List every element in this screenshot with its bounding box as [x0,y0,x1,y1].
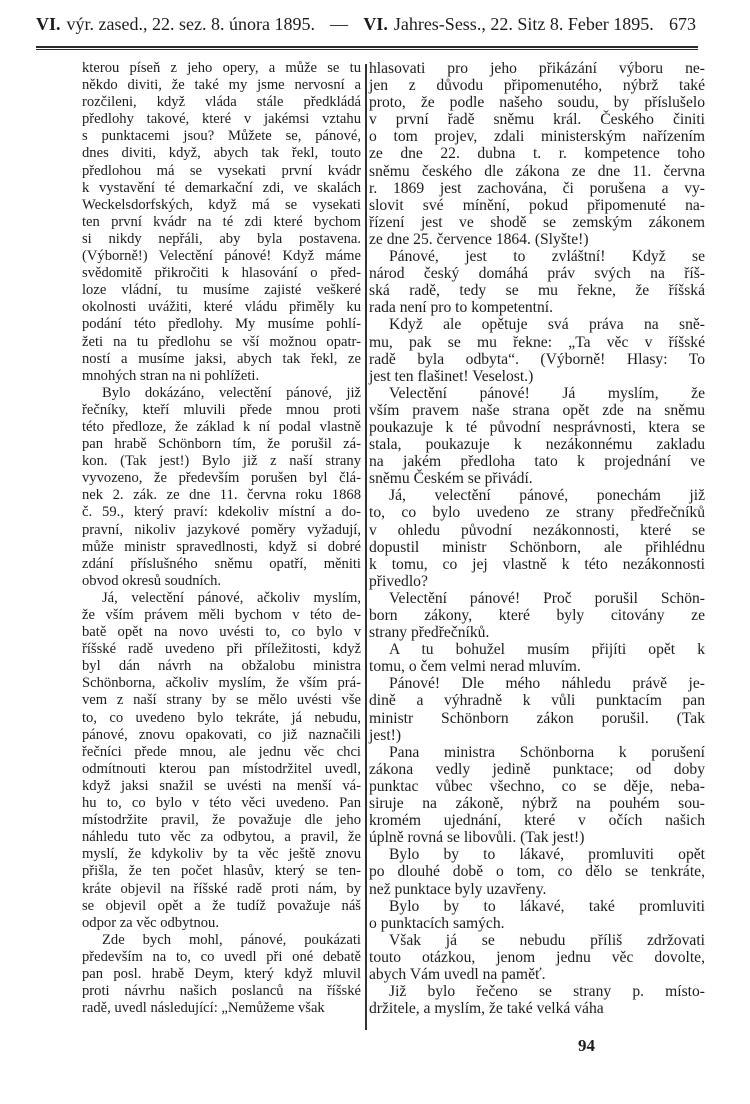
text-line: okolnosti uvážiti, které vládu přiměly ku [82,299,361,316]
text-line: na jakém předloha tato k projednání ve [369,453,705,471]
text-line: přivedlo? [369,572,428,590]
left-column [82,60,361,1017]
text-line: vším pravem naše strana opět zde na sněmu [369,401,705,419]
text-line: předlohy takové, které v jakémsi vztahu [82,111,361,128]
text-line: řízení jest ve shodě se zemským zákonem [369,213,705,231]
page-number: 673 [668,14,696,34]
text-line: o tom projev, zdali ministerským nařízením [369,128,705,146]
text-line: především na to, co uvedl při oné debatě [82,948,361,965]
header-czech-date: výr. zased., 22. sez. 8. února 1895. [66,14,315,34]
text-line: Velectění pánové! Já myslím, že [389,384,705,402]
text-line: jen z důvodu připomenutého, nýbrž také [369,77,705,95]
text-line: po dlouhé době o tom, co dělo se tenkráte, [369,863,705,881]
text-line: přišla, že ten počet hlasův, který se ten- [82,863,361,880]
text-line: ministr Schönborn zákon porušil. (Tak [369,709,705,727]
text-line: r. 1869 jest zachována, či porušena a vy- [369,179,705,197]
text-line: kterou píseň z jeho opery, a může se tu [82,60,361,76]
text-line: hu to, co bylo v této věci uvedeno. Pan [82,795,361,812]
text-line: říšské radě uvedeno při příležitosti, když [82,641,361,658]
text-line: obvod okresů soudních. [82,572,222,589]
text-line: držitele, a myslím, že také velká váha [369,1000,604,1018]
text-line: rada není pro to kompetentní. [369,299,554,317]
text-line: řečníci přede mnou, ale jednu věc chci [82,743,361,760]
text-line: někdo diviti, že také my jsme nervosní a [82,77,361,94]
text-line: s punktacemi jsou? Můžete se, pánové, [82,128,361,145]
header-czech [36,14,315,35]
column-divider [365,64,367,1030]
text-line: Velectění pánové! Proč porušil Schön- [389,589,705,607]
text-line: dnes diviti, když, abych tak řekl, touto [82,145,361,162]
text-line: born zákony, které byly citovány ze [369,607,705,624]
text-line: svědomitě přikročiti k hlasování o před- [82,265,361,282]
header-rule-thin [36,49,698,50]
text-line: žeti na tu předlohu se vší možnou opatr- [82,333,361,350]
text-line: byl dán návrh na obžalobu ministra [82,658,361,675]
text-line: ten první kvádr na té zdi které bychom [82,213,361,230]
text-line: Již bylo řečeno se strany p. místo- [389,983,705,1001]
text-line: zákona vedly jedině punktace; od doby [369,760,705,778]
text-line: poukazuje k té původní nesprávnosti, ktera se [369,418,705,436]
text-line: Weckelsdorfských, když má se vysekati [82,196,361,213]
text-line: to, co bylo uvedeno ze strany předřečníků [369,504,705,522]
text-line: Já, velectění pánové, ačkoliv myslím, [102,589,361,606]
paragraph [82,932,361,1017]
text-line: v ohledu původní nezákonnosti, které se [369,521,705,539]
text-line: náhledu tuto věc za odbytou, a pravil, že [82,829,361,846]
text-line: slovit své mínění, pokud připomenuté na- [369,196,705,214]
text-line: odpor za věc odbytnou. [82,914,219,931]
paragraph [369,983,705,1017]
text-line: punktac vůbec všechno, co se děje, neba- [369,777,705,795]
text-line: vyvozeno, že především porušen byl člá- [82,470,361,487]
text-line: stala, poukazuje k nezákonnému zakladu [369,436,705,454]
text-line: ností a musíme jaksi, abych tak řekl, ze [82,350,361,367]
right-column [369,60,705,1017]
text-line: si nikdy nepřáli, aby byla postavena. [82,230,361,247]
text-line: pan posl. hrabě Deym, který když mluvil [82,965,361,982]
paragraph [369,316,705,384]
signature-number: 94 [578,1036,595,1055]
text-line: (Výborně!) Velectění pánové! Když máme [82,248,361,265]
text-line: nek 2. zák. ze dne 11. června roku 1868 [82,487,361,504]
text-line: místodržite pravil, že považuje dle jeho [82,812,361,829]
text-line: Pana ministra Schönborna k porušení [389,743,705,761]
text-line: Schönborna, ačkoliv myslím, že vším prá- [82,675,361,692]
text-line: abych Vám uvedl na paměť. [369,965,546,983]
text-line: siruje na zákoně, nýbrž na pouhém sou- [369,795,705,813]
text-line: sněmu Českém se přivádí. [369,470,533,488]
text-line: A tu bohužel musím přijíti opět k [389,641,705,659]
text-line: úplně rovná se libovůli. (Tak jest!) [369,829,585,847]
text-line: než punktace byly uzavřeny. [369,880,547,898]
text-line: dopustil ministr Schönborn, ale přihlédnu [369,538,705,556]
text-line: sněmu českého dle zákona ze dne 11. června [369,162,705,180]
text-line: proto, že podle našeho soudu, by příslušelo [369,94,705,112]
text-line: strany předřečníků. [369,624,490,642]
paragraph [369,675,705,743]
text-line: č. 59., který praví: kdekoliv místní a do- [82,504,361,521]
text-line: kon. (Tak jest!) Bylo již z naší strany [82,453,361,470]
text-line: pan hrabě Schönborn tím, že porušil zá- [82,436,361,453]
paragraph [369,60,705,248]
text-line: zdání příslušného sněmu opatří, měniti [82,555,361,572]
text-line: že vším právem měli bychom v této de- [82,607,361,623]
paragraph [369,932,705,983]
text-line: k vystavění té demarkační zdi, ve skalách [82,179,361,196]
text-line: předlohou má se vysekati první kvádr [82,162,361,179]
text-line: Bylo by to lákavé, také promluviti [389,897,705,915]
header-rule [36,46,698,48]
text-line: radě, uvedl následující: „Nemůžeme však [82,1000,325,1017]
text-line: tomu, o čem velmi nerad mluvím. [369,658,581,676]
text-line: Bylo dokázáno, velectění pánové, již [102,384,361,401]
text-line: hlasovati pro jeho přikázání výboru ne- [369,60,705,77]
text-line: odmítnouti kterou pan místodržitel uvedl, [82,760,361,777]
text-line: ská radě, tedy se mu řekne, že říšská [369,282,705,300]
header-dash: — [330,14,349,34]
text-line: se objevil opět a že tudíž považuje náš [82,897,361,914]
text-line: mu, pak se mu řekne: „Ta věc v říšské [369,333,705,351]
paragraph [82,60,361,385]
header-german-session: VI. [363,14,388,34]
text-line: mnohých stran na ni pohlížeti. [82,367,260,384]
text-line: jest!) [369,726,402,744]
text-line: touto otázkou, jenom jednu věc dovolte, [369,948,705,966]
paragraph [369,641,705,675]
text-line: myslí, že kdykoliv by ta věc ještě znovu [82,846,361,863]
text-line: ze dne 22. dubna t. r. kompetence toho [369,145,705,163]
text-line: Bylo by to lákavé, promluviti opět [389,846,705,864]
text-line: řečníky, kteří mluvili přede mnou proti [82,401,361,418]
text-line: když jaksi snažil se uvésti na menší vá- [82,777,361,794]
text-line: jest ten flašinet! Veselost.) [369,367,534,385]
text-line: Pánové! Dle mého náhledu právě je- [389,675,705,693]
text-line: radě byla odbyta“. (Výborně! Hlasy: To [369,350,705,368]
text-line: podání této předlohy. My musíme pohlí- [82,316,361,333]
text-line: v první řadě sněmu král. Českého činiti [369,111,705,129]
text-line: pravní, nikoliv jazykové poměry vyžadují, [82,521,361,538]
text-line: rozčileni, když vláda stále předkládá [82,94,361,111]
text-line: batě opět na novo uvésti to, co bylo v [82,624,361,641]
text-line: této předloze, že základ k ní podal vlastně [82,418,361,435]
paragraph [369,385,705,488]
paragraph [369,487,705,590]
header-german-date: Jahres-Sess., 22. Sitz 8. Feber 1895. [393,14,654,34]
text-line: Když ale opětuje svá práva na sně- [389,316,705,334]
paragraph [369,590,705,641]
header-german [363,14,654,35]
text-line: dině a výhradně k vůli punktacím pan [369,692,705,710]
text-line: loze vládní, tu musíme zajisté veškeré [82,282,361,299]
text-line: může ministr spravedlnosti, když si dobré [82,538,361,555]
running-header [36,14,696,42]
paragraph [369,846,705,897]
text-line: proti návrhu našich poslanců na říšské [82,983,361,1000]
header-czech-session: VI. [36,14,61,34]
paragraph [369,744,705,847]
paragraph [82,385,361,590]
text-line: to, co uvedeno bylo tekráte, já nebudu, [82,709,361,726]
text-line: národ český domáhá práv svých na říš- [369,265,705,283]
text-line: kromém ujednání, které v očích našich [369,812,705,830]
text-line: Pánové, jest to zvláštní! Když se [389,248,705,266]
text-line: vem z naší strany by se mělo uvésti vše [82,692,361,709]
text-line: kráte objevil na říšské radě proti nám, by [82,880,361,897]
text-line: ze dne 25. července 1864. (Slyšte!) [369,230,589,248]
paragraph [82,590,361,932]
text-line: pánové, znovu opakovati, co již naznačili [82,726,361,743]
text-line: k tomu, co jej vlastně k této nezákonnosti [369,555,705,573]
text-line: o punktacích samých. [369,914,505,932]
text-line: Však já se nebudu příliš zdržovati [389,931,705,949]
paragraph [369,898,705,932]
paragraph [369,248,705,316]
text-line: Já, velectění pánové, ponechám již [389,487,705,505]
text-line: Zde bych mohl, pánové, poukázati [102,931,361,948]
